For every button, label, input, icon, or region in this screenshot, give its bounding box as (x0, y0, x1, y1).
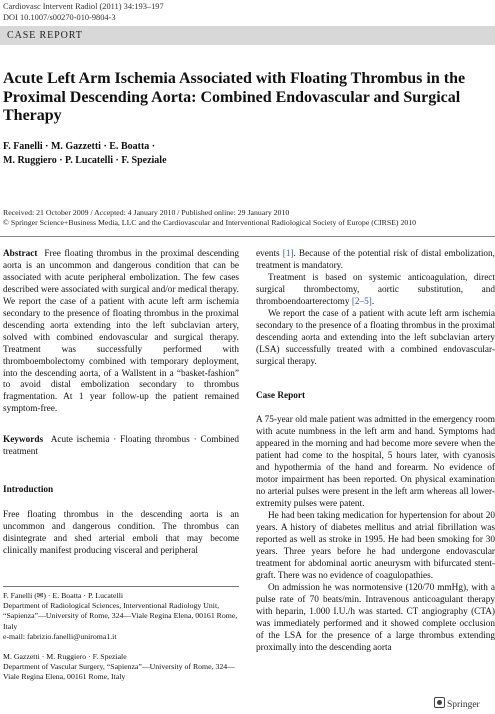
publisher-name: Springer (447, 700, 480, 710)
keywords-label: Keywords (3, 435, 44, 445)
reference-link-2-5[interactable]: [2–5] (351, 296, 372, 307)
meta-divider (0, 236, 495, 237)
corresponding-email: e-mail: fabrizio.fanelli@uniroma1.it (3, 631, 117, 641)
footnote-authors-2: M. Gazzetti · M. Ruggiero · F. Speziale (3, 652, 127, 662)
intro-paragraph-1: events [1]. Because of the potential risk of distal embolization, treatment is mandatory. (256, 249, 495, 271)
footnote-authors-1: F. Fanelli (✉) · E. Boatta · P. Lucatelli (3, 591, 124, 600)
intro-paragraph-2: Treatment is based on systemic anticoagulation, direct surgical thrombectomy, aortic substitution, and thromboendoarterectomy [2–5]. (256, 272, 495, 307)
section-bar (0, 26, 495, 45)
introduction-heading: Introduction (3, 485, 54, 495)
journal-citation: Cardiovasc Intervent Radiol (2011) 34:193–197 (3, 2, 164, 11)
authors-line-2: M. Ruggiero · P. Lucatelli · F. Speziale (3, 155, 167, 166)
springer-horse-icon (434, 697, 445, 708)
right-column (256, 249, 495, 655)
keywords-text: Acute ischemia · Floating thrombus · Combined treatment (3, 435, 240, 457)
footnote-department-1: Department of Radiological Sciences, Interventional Radiology Unit, “Sapienza”—University of Rome, 324—Viale Regina Elena, 00161 Rome, Italy (3, 601, 238, 631)
abstract-block (3, 249, 239, 416)
article-meta (3, 208, 416, 228)
case-report-heading: Case Report (256, 390, 306, 401)
affiliations-footnote (3, 591, 239, 683)
keywords-block (3, 435, 239, 459)
copyright-notice: © Springer Science+Business Media, LLC and the Cardiovascular and Interventional Radiological Society of Europe (CIRSE) 2010 (3, 218, 417, 228)
introduction-text: Free floating thrombus in the descending aorta is an uncommon and dangerous condition. The thrombus can disintegrate and shed arterial emboli that may become clinically manifest producing visceral and peripheral (3, 509, 239, 556)
reference-link-1[interactable]: [1] (282, 249, 294, 259)
introduction-section (3, 485, 239, 558)
intro-paragraph-3: We report the case of a patient with acute left arm ischemia secondary to the presence of a floating thrombus in the proximal descending aorta and extending into the left subclavian artery (LSA) successfully treated with a combined endovascular-surgical therapy. (256, 308, 495, 367)
author-list (3, 140, 167, 168)
footnote-divider (3, 586, 239, 587)
footnote-department-2: Department of Vascular Surgery, “Sapienza”—University of Rome, 324—Viale Regina Elena, 00161 Rome, Italy (3, 662, 235, 682)
history-dates: Received: 21 October 2009 / Accepted: 4 January 2010 / Published online: 29 January 2010 (3, 208, 290, 217)
doi: DOI 10.1007/s00270-010-9804-3 (3, 12, 116, 22)
authors-line-1: F. Fanelli · M. Gazzetti · E. Boatta · (3, 141, 156, 152)
journal-header (3, 2, 164, 23)
section-label: CASE REPORT (7, 30, 83, 41)
case-paragraph-2: He had been taking medication for hypertension for about 20 years. A history of diabetes mellitus and atrial fibrillation was reported as well as stroke in 1995. He had been smoking for 30 years. Three years before he had undergone endovascular treatment for abdominal aortic aneurysm with bifurcated stent-graft. There was no evidence of coagulopathies. (256, 511, 495, 581)
case-paragraph-1: A 75-year old male patient was admitted in the emergency room with acute numbness in the left arm and hand. Symptoms had appeared in the morning and had become more severe when the patient had come to the hospital, 5 hours later, with cyanosis and hypothermia of the hand and forearm. No evidence of motor impairment has been reported. On physical examination no arterial pulses were present in the left arm whereas all lower-extremity pulses were patent. (256, 415, 495, 510)
article-title: Acute Left Arm Ischemia Associated with Floating Thrombus in the Proximal Descending Aorta: Combined Endovascular and Surgical Therapy (3, 70, 466, 124)
publisher-logo (434, 697, 480, 710)
case-paragraph-3: On admission he was normotensive (120/70 mmHg), with a pulse rate of 70 beats/min. Intravenous anticoagulant therapy with heparin, 1.000 I.U./h was started. CT angiography (CTA) was immediately performed and it showed complete occlusion of the LSA for the presence of a large thrombus extending proximally into the descending aorta (256, 582, 495, 653)
abstract-label: Abstract (3, 249, 38, 259)
abstract-text: Free floating thrombus in the proximal descending aorta is an uncommon and dangerous condition that can be associated with acute peripheral embolization. The few cases described were associated with surgical and/or medical therapy. We report the case of a patient with acute left arm ischemia secondary to the presence of floating thrombus in the proximal descending aorta extending into the left subclavian artery, solved with combined endovascular and surgical therapy. Treatment was successfully performed with thromboembolectomy combined with temporary deployment, into the descending aorta, of a Wallstent in a “basket-fashion” to avoid distal embolization secondary to thrombus fragmentation. At 1 year follow-up the patient remained symptom-free. (3, 249, 240, 415)
